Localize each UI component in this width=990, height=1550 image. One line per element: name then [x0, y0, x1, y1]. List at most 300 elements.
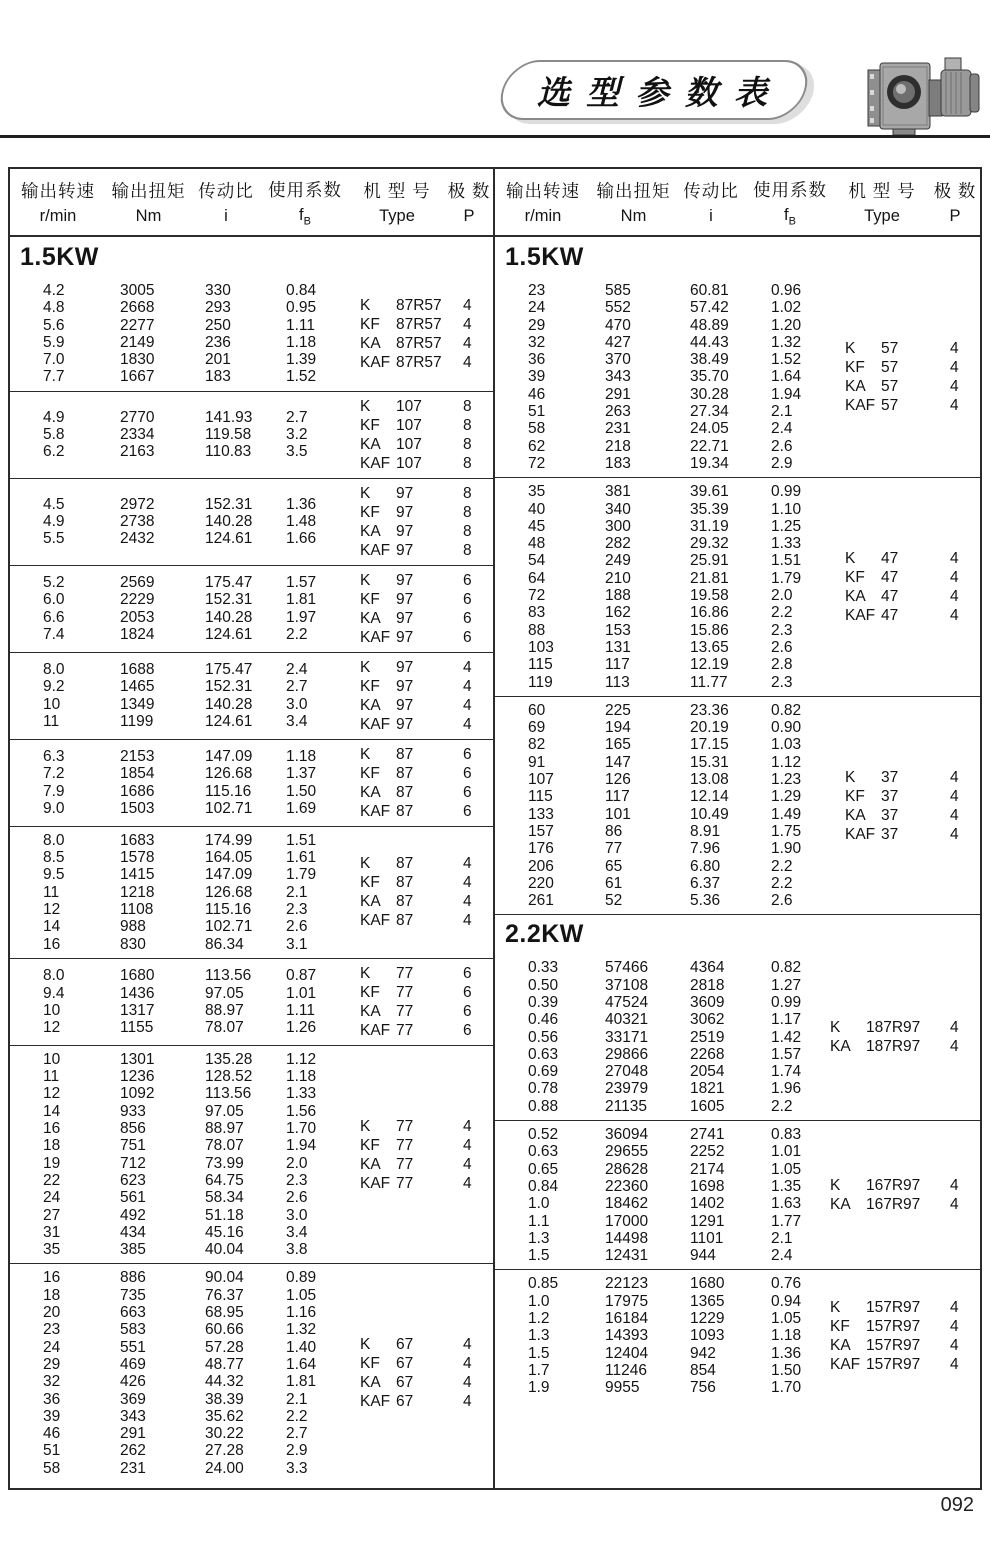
model-type-code: 37 [881, 787, 899, 805]
ratio-cell: 48.89 [690, 316, 729, 334]
table-row [528, 1310, 830, 1327]
torque-cell: 2738 [120, 513, 155, 531]
speed-cell: 19 [43, 1154, 61, 1172]
model-row [360, 1002, 483, 1021]
speed-cell: 1.5 [528, 1344, 550, 1362]
service-factor-cell: 2.7 [286, 1425, 308, 1443]
model-row [360, 315, 483, 334]
model-type-code: 87 [396, 874, 414, 892]
table-row [43, 1373, 360, 1390]
column-header [930, 178, 980, 226]
speed-cell: 0.65 [528, 1160, 559, 1178]
model-type-code: 77 [396, 1136, 414, 1154]
table-row [528, 1178, 830, 1195]
service-factor-cell: 2.9 [771, 454, 793, 472]
service-factor-cell: 1.02 [771, 299, 802, 317]
poles-value: 4 [463, 855, 472, 873]
speed-cell: 40 [528, 500, 546, 518]
poles-value: 4 [463, 715, 472, 733]
poles-value: 8 [463, 416, 472, 434]
torque-cell: 1199 [120, 713, 154, 731]
model-type-code: 77 [396, 1117, 414, 1135]
table-row [528, 420, 845, 437]
header-label-symbol: Nm [620, 207, 647, 225]
ratio-cell: 119.58 [205, 426, 252, 444]
poles-value: 6 [463, 628, 472, 646]
table-row [43, 1051, 360, 1068]
torque-cell: 183 [605, 454, 631, 472]
model-type-code: 187R97 [866, 1019, 921, 1037]
torque-cell: 585 [605, 282, 631, 299]
data-group [495, 954, 980, 1120]
speed-cell: 1.9 [528, 1379, 550, 1397]
service-factor-cell: 1.61 [286, 849, 317, 867]
power-section [10, 237, 493, 277]
table-row [43, 936, 360, 953]
speed-cell: 14 [43, 918, 61, 936]
ratio-cell: 40.04 [205, 1241, 244, 1259]
data-group [495, 277, 980, 477]
model-list [360, 1117, 493, 1193]
torque-cell: 126 [605, 771, 631, 789]
header-label-symbol: P [463, 207, 475, 225]
torque-cell: 2277 [120, 316, 155, 334]
service-factor-cell: 1.57 [771, 1045, 802, 1063]
service-factor-cell: 1.50 [286, 782, 317, 800]
model-row [360, 964, 483, 983]
poles-value: 4 [463, 1355, 472, 1373]
torque-cell: 2668 [120, 299, 155, 317]
ratio-cell: 236 [205, 333, 231, 351]
ratio-cell: 25.91 [690, 552, 729, 570]
torque-cell: 2432 [120, 530, 155, 548]
model-type-prefix: K [830, 1019, 841, 1037]
service-factor-cell: 2.8 [771, 656, 793, 674]
model-type-code: 107 [396, 435, 422, 453]
service-factor-cell: 1.12 [771, 753, 802, 771]
torque-cell: 153 [605, 621, 631, 639]
table-row [43, 1002, 360, 1019]
torque-cell: 52 [605, 892, 623, 910]
poles-value: 4 [463, 296, 472, 314]
torque-cell: 165 [605, 736, 631, 754]
torque-cell: 210 [605, 569, 631, 587]
table-row [43, 1189, 360, 1206]
ratio-cell: 6.37 [690, 874, 721, 892]
torque-cell: 434 [120, 1223, 146, 1241]
torque-cell: 117 [605, 656, 630, 674]
torque-cell: 188 [605, 587, 631, 605]
service-factor-cell: 2.0 [286, 1154, 308, 1172]
power-section [495, 914, 980, 954]
header-label-cn: 输出转速 [21, 181, 95, 201]
table-row [528, 1379, 830, 1396]
speed-cell: 1.1 [528, 1212, 550, 1230]
model-type-prefix: KA [360, 334, 381, 352]
ratio-cell: 88.97 [205, 1120, 244, 1138]
header-label-symbol: P [949, 207, 961, 225]
ratio-cell: 115.16 [205, 900, 252, 918]
model-list [360, 964, 493, 1040]
service-factor-cell: 1.25 [771, 517, 802, 535]
service-factor-cell: 1.96 [771, 1080, 802, 1098]
torque-cell: 12431 [605, 1247, 649, 1265]
table-row [43, 985, 360, 1002]
model-type-code: 87 [396, 745, 414, 763]
poles-value: 4 [950, 397, 959, 415]
speed-cell: 7.2 [43, 765, 65, 783]
ratio-cell: 24.05 [690, 420, 729, 438]
model-type-code: 47 [881, 569, 899, 587]
service-factor-cell: 1.18 [771, 1327, 802, 1345]
torque-cell: 22123 [605, 1275, 649, 1293]
selection-parameter-table [8, 167, 982, 1490]
speed-cell: 5.9 [43, 333, 65, 351]
speed-cell: 88 [528, 621, 546, 639]
data-group [10, 391, 493, 478]
ratio-cell: 175.47 [205, 661, 253, 679]
model-type-prefix: KA [360, 435, 381, 453]
model-row [360, 783, 483, 802]
model-type-prefix: KA [360, 522, 381, 540]
poles-value: 4 [463, 1136, 472, 1154]
header-label-symbol: i [709, 207, 713, 225]
speed-cell: 27 [43, 1206, 61, 1224]
service-factor-cell: 1.33 [771, 535, 802, 553]
table-row [528, 771, 845, 788]
model-type-prefix: KA [360, 1002, 381, 1020]
model-type-prefix: KF [360, 1136, 380, 1154]
model-row [360, 503, 483, 522]
speed-cell: 82 [528, 736, 546, 754]
ratio-cell: 164.05 [205, 849, 253, 867]
ratio-cell: 86.34 [205, 935, 244, 953]
power-section [495, 237, 980, 277]
service-factor-cell: 1.64 [771, 368, 802, 386]
torque-cell: 343 [605, 368, 631, 386]
torque-cell: 1854 [120, 765, 155, 783]
speed-cell: 115 [528, 656, 553, 674]
model-list [830, 1176, 980, 1214]
service-factor-cell: 3.0 [286, 695, 308, 713]
speed-cell: 7.4 [43, 626, 65, 644]
ratio-cell: 124.61 [205, 713, 253, 731]
model-type-prefix: KF [830, 1317, 850, 1335]
model-row [360, 677, 483, 696]
speed-cell: 32 [43, 1373, 61, 1391]
ratio-cell: 13.08 [690, 771, 729, 789]
torque-cell: 933 [120, 1102, 146, 1120]
data-rows [495, 1275, 830, 1396]
ratio-cell: 147.09 [205, 866, 253, 884]
ratio-cell: 756 [690, 1379, 716, 1397]
model-type-prefix: KAF [360, 353, 391, 371]
model-row [360, 590, 483, 609]
torque-cell: 18462 [605, 1195, 649, 1213]
ratio-cell: 152.31 [205, 495, 253, 513]
torque-cell: 291 [605, 385, 631, 403]
speed-cell: 133 [528, 805, 554, 823]
table-row [43, 678, 360, 695]
speed-cell: 0.56 [528, 1028, 559, 1046]
header-label-cn: 输出扭矩 [596, 181, 671, 201]
table-row [528, 570, 845, 587]
speed-cell: 36 [528, 351, 546, 369]
table-row [43, 901, 360, 918]
table-row [528, 552, 845, 569]
model-row [830, 1176, 970, 1195]
speed-cell: 176 [528, 840, 554, 858]
poles-value: 4 [950, 588, 959, 606]
data-rows [10, 574, 360, 643]
service-factor-cell: 1.35 [771, 1177, 802, 1195]
column-header [191, 178, 261, 226]
model-type-code: 97 [396, 541, 414, 559]
data-rows [10, 282, 360, 386]
table-row [43, 800, 360, 817]
service-factor-cell: 3.4 [286, 1223, 308, 1241]
speed-cell: 206 [528, 857, 554, 875]
ratio-cell: 2741 [690, 1126, 725, 1144]
ratio-cell: 2818 [690, 976, 725, 994]
service-factor-cell: 3.1 [286, 935, 308, 953]
model-type-prefix: KA [845, 588, 866, 606]
torque-cell: 1415 [120, 866, 155, 884]
service-factor-cell: 1.90 [771, 840, 802, 858]
ratio-cell: 330 [205, 282, 231, 299]
table-row [528, 368, 845, 385]
ratio-cell: 1291 [690, 1212, 725, 1230]
speed-cell: 9.5 [43, 866, 65, 884]
poles-value: 4 [950, 1336, 959, 1354]
torque-cell: 551 [120, 1338, 146, 1356]
model-type-prefix: KF [360, 764, 380, 782]
torque-cell: 282 [605, 535, 631, 553]
torque-cell: 57466 [605, 959, 649, 977]
speed-cell: 4.8 [43, 299, 65, 317]
service-factor-cell: 0.83 [771, 1126, 802, 1144]
model-type-prefix: K [360, 1336, 371, 1354]
speed-cell: 5.2 [43, 574, 65, 592]
table-row [43, 765, 360, 782]
service-factor-cell: 1.94 [771, 385, 802, 403]
speed-cell: 10 [43, 1001, 61, 1019]
model-row [360, 1021, 483, 1040]
service-factor-cell: 0.90 [771, 719, 802, 737]
torque-cell: 17975 [605, 1292, 649, 1310]
speed-cell: 39 [528, 368, 546, 386]
torque-cell: 735 [120, 1286, 146, 1304]
ratio-cell: 126.68 [205, 883, 253, 901]
page-number: 092 [940, 1494, 974, 1516]
model-type-code: 47 [881, 607, 899, 625]
service-factor-cell: 2.6 [286, 1189, 308, 1207]
table-row [43, 626, 360, 643]
speed-cell: 69 [528, 719, 546, 737]
ratio-cell: 11.77 [690, 673, 728, 691]
data-group [10, 739, 493, 826]
speed-cell: 1.5 [528, 1247, 550, 1265]
data-group [495, 477, 980, 696]
service-factor-cell: 3.5 [286, 443, 308, 461]
speed-cell: 115 [528, 788, 553, 806]
speed-cell: 0.46 [528, 1011, 559, 1029]
model-row [360, 745, 483, 764]
table-row [528, 334, 845, 351]
ratio-cell: 147.09 [205, 748, 253, 766]
model-type-prefix: KF [360, 416, 380, 434]
table-row [528, 858, 845, 875]
speed-cell: 45 [528, 517, 546, 535]
poles-value: 6 [463, 964, 472, 982]
torque-cell: 370 [605, 351, 631, 369]
ratio-cell: 2519 [690, 1028, 725, 1046]
model-row [360, 892, 483, 911]
speed-cell: 261 [528, 892, 554, 910]
speed-cell: 72 [528, 587, 546, 605]
table-row [528, 1046, 830, 1063]
model-row [845, 568, 970, 587]
poles-value: 8 [463, 484, 472, 502]
ratio-cell: 20.19 [690, 719, 729, 737]
service-factor-cell: 2.6 [771, 437, 793, 455]
torque-cell: 340 [605, 500, 631, 518]
poles-value: 4 [463, 353, 472, 371]
model-type-prefix: K [845, 340, 856, 358]
model-type-code: 97 [396, 571, 414, 589]
torque-cell: 2334 [120, 426, 155, 444]
model-type-code: 67 [396, 1374, 414, 1392]
torque-cell: 1301 [120, 1050, 155, 1068]
speed-cell: 103 [528, 638, 554, 656]
ratio-cell: 19.58 [690, 587, 729, 605]
table-row [43, 1356, 360, 1373]
torque-cell: 162 [605, 604, 631, 622]
header-label-symbol: $f_B$ [299, 205, 311, 228]
ratio-cell: 15.86 [690, 621, 729, 639]
table-row [528, 1195, 830, 1212]
ratio-cell: 78.07 [205, 1019, 244, 1037]
ratio-cell: 16.86 [690, 604, 729, 622]
ratio-cell: 30.28 [690, 385, 729, 403]
ratio-cell: 1229 [690, 1310, 725, 1328]
torque-cell: 1317 [120, 1001, 155, 1019]
service-factor-cell: 1.81 [286, 591, 317, 609]
service-factor-cell: 1.48 [286, 513, 317, 531]
poles-value: 6 [463, 764, 472, 782]
ratio-cell: 293 [205, 299, 231, 317]
table-row [43, 832, 360, 849]
poles-value: 4 [463, 334, 472, 352]
ratio-cell: 1821 [690, 1080, 725, 1098]
model-type-prefix: K [830, 1298, 841, 1316]
table-row [528, 282, 845, 299]
table-row [43, 1207, 360, 1224]
speed-cell: 0.88 [528, 1097, 559, 1115]
service-factor-cell: 2.6 [286, 918, 308, 936]
ratio-cell: 58.34 [205, 1189, 244, 1207]
torque-cell: 2972 [120, 495, 155, 513]
torque-cell: 369 [120, 1390, 146, 1408]
header-label-cn: 输出转速 [506, 181, 580, 201]
table-row [43, 1408, 360, 1425]
model-type-prefix: KA [360, 783, 381, 801]
table-row [43, 1120, 360, 1137]
service-factor-cell: 0.76 [771, 1275, 802, 1293]
column-header [746, 177, 834, 227]
service-factor-cell: 2.2 [771, 874, 793, 892]
service-factor-cell: 2.1 [286, 1390, 308, 1408]
speed-cell: 107 [528, 771, 554, 789]
model-row [360, 541, 483, 560]
model-list [360, 854, 493, 930]
torque-cell: 830 [120, 935, 146, 953]
ratio-cell: 27.34 [690, 403, 729, 421]
model-type-code: 87 [396, 912, 414, 930]
header-label-cn: 极 数 [447, 181, 491, 201]
table-row [528, 977, 830, 994]
model-row [360, 416, 483, 435]
model-row [360, 658, 483, 677]
poles-value: 4 [463, 1393, 472, 1411]
service-factor-cell: 1.56 [286, 1102, 317, 1120]
torque-cell: 231 [120, 1459, 146, 1477]
service-factor-cell: 1.77 [771, 1212, 802, 1230]
service-factor-cell: 0.99 [771, 483, 802, 501]
ratio-cell: 126.68 [205, 765, 253, 783]
table-row [528, 1029, 830, 1046]
ratio-cell: 942 [690, 1344, 716, 1362]
speed-cell: 0.78 [528, 1080, 559, 1098]
model-type-code: 57 [881, 359, 899, 377]
model-type-code: 107 [396, 416, 422, 434]
model-type-prefix: KF [360, 1355, 380, 1373]
model-type-prefix: K [360, 296, 371, 314]
table-row [528, 754, 845, 771]
model-type-code: 167R97 [866, 1177, 921, 1195]
model-type-code: 67 [396, 1393, 414, 1411]
ratio-cell: 124.61 [205, 530, 253, 548]
model-row [360, 1335, 483, 1354]
model-row [360, 397, 483, 416]
speed-cell: 62 [528, 437, 546, 455]
torque-cell: 988 [120, 918, 146, 936]
table-row [528, 674, 845, 691]
speed-cell: 64 [528, 569, 546, 587]
poles-value: 8 [463, 522, 472, 540]
service-factor-cell: 0.89 [286, 1269, 317, 1287]
model-type-code: 57 [881, 397, 899, 415]
service-factor-cell: 3.3 [286, 1459, 308, 1477]
service-factor-cell: 1.05 [286, 1286, 317, 1304]
poles-value: 6 [463, 609, 472, 627]
model-row [830, 1037, 970, 1056]
table-row [528, 1293, 830, 1310]
service-factor-cell: 2.2 [771, 604, 793, 622]
table-row [528, 587, 845, 604]
ratio-cell: 113.56 [205, 967, 252, 985]
table-row [43, 299, 360, 316]
torque-cell: 86 [605, 822, 623, 840]
table-row [43, 713, 360, 730]
service-factor-cell: 0.82 [771, 701, 802, 719]
header-label-cn: 使用系数 [268, 179, 342, 200]
model-type-code: 97 [396, 715, 414, 733]
ratio-cell: 8.91 [690, 822, 721, 840]
service-factor-cell: 1.97 [286, 608, 317, 626]
torque-cell: 291 [120, 1425, 146, 1443]
service-factor-cell: 1.42 [771, 1028, 802, 1046]
